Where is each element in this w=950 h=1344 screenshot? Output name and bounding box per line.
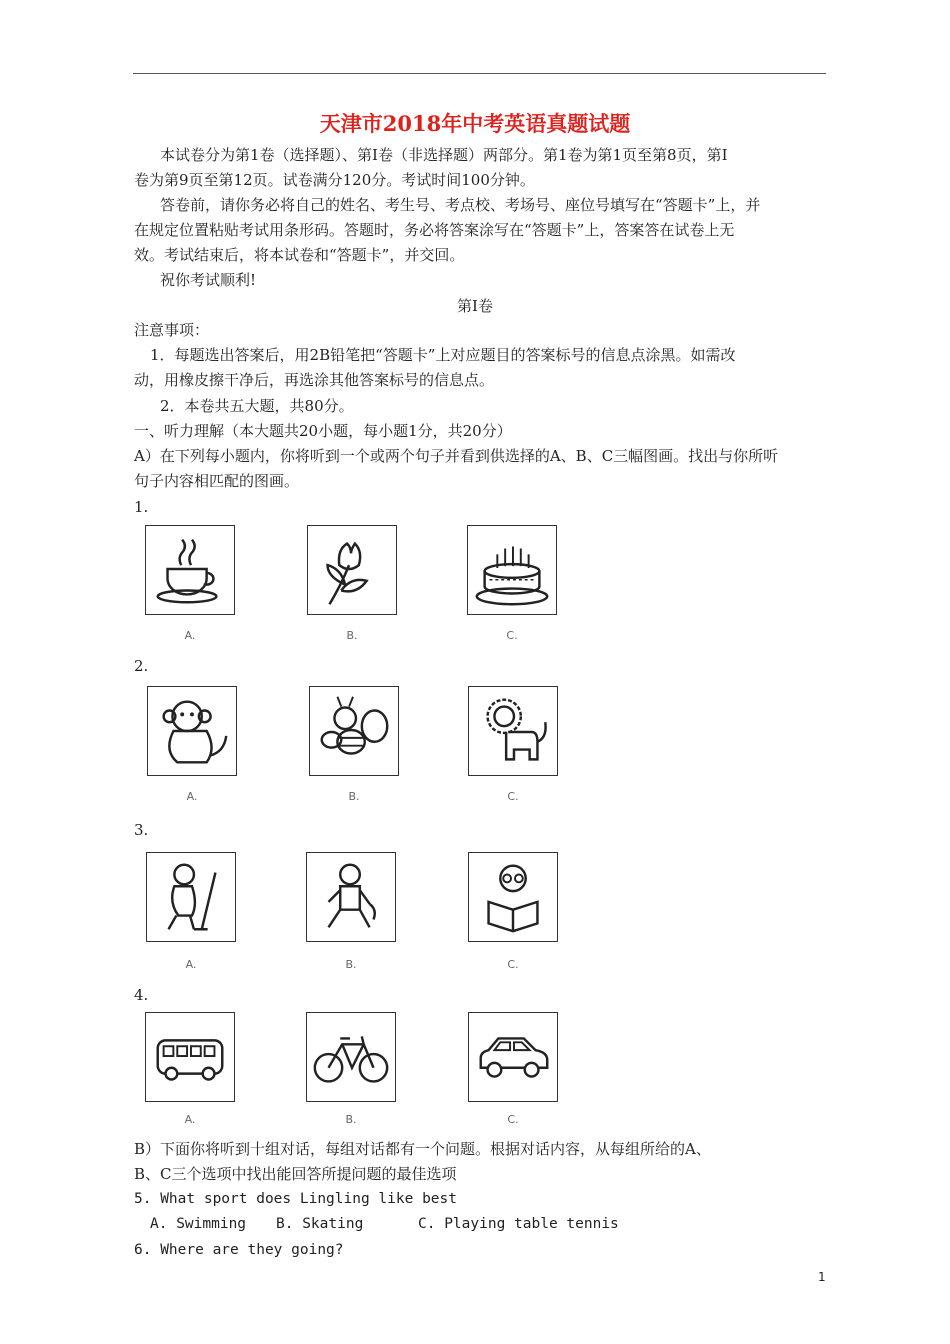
- bicycle-icon[interactable]: [306, 1012, 396, 1102]
- option-label: A.: [186, 790, 198, 803]
- question-5: 5. What sport does Lingling like best: [134, 1191, 458, 1207]
- option-b: B. Skating: [276, 1216, 364, 1232]
- option-label: B.: [345, 958, 357, 971]
- bee-icon[interactable]: [309, 686, 399, 776]
- question-number: 4.: [134, 986, 149, 1004]
- option-c: C. Playing table tennis: [418, 1216, 619, 1232]
- flower-icon[interactable]: [307, 525, 397, 615]
- page-title: 天津市2018年中考英语真题试题: [319, 111, 631, 136]
- volume-title: 第I卷: [457, 297, 493, 315]
- page-number: 1: [818, 1270, 826, 1284]
- intro-line: 祝你考试顺利!: [160, 271, 257, 289]
- option-label: B.: [346, 629, 358, 642]
- note-item: 动，用橡皮擦干净后，再选涂其他答案标号的信息点。: [134, 371, 495, 389]
- birthday-cake-icon[interactable]: [467, 525, 557, 615]
- car-icon[interactable]: [468, 1012, 558, 1102]
- question-number: 2.: [134, 657, 149, 675]
- boy-sweeping-icon[interactable]: [146, 852, 236, 942]
- bus-icon[interactable]: [145, 1012, 235, 1102]
- note-item: 1．每题选出答案后，用2B铅笔把“答题卡”上对应题目的答案标号的信息点涂黑。如需改: [150, 346, 736, 364]
- part-b-instruction: B、C三个选项中找出能回答所提问题的最佳选项: [134, 1165, 457, 1183]
- part-a-instruction: 句子内容相匹配的图画。: [134, 472, 300, 490]
- question-6: 6. Where are they going?: [134, 1242, 344, 1258]
- part-b-instruction: B）下面你将听到十组对话，每组对话都有一个问题。根据对话内容，从每组所给的A、: [134, 1140, 711, 1158]
- lion-icon[interactable]: [468, 686, 558, 776]
- option-label: C.: [506, 629, 518, 642]
- option-a: A. Swimming: [150, 1216, 247, 1232]
- coffee-cup-icon[interactable]: [145, 525, 235, 615]
- option-label: C.: [507, 790, 519, 803]
- option-label: A.: [185, 958, 197, 971]
- option-label: C.: [507, 958, 519, 971]
- option-label: A.: [184, 629, 196, 642]
- boy-reading-icon[interactable]: [468, 852, 558, 942]
- option-label: B.: [348, 790, 360, 803]
- intro-line: 卷为第9页至第12页。试卷满分120分。考试时间100分钟。: [134, 171, 535, 189]
- boy-singing-icon[interactable]: [306, 852, 396, 942]
- notes-heading: 注意事项：: [134, 321, 210, 339]
- note-item: 2．本卷共五大题，共80分。: [160, 397, 354, 415]
- header-rule: [133, 73, 826, 74]
- intro-line: 答卷前，请你务必将自己的姓名、考生号、考点校、考场号、座位号填写在“答题卡”上，并: [160, 196, 761, 214]
- monkey-icon[interactable]: [147, 686, 237, 776]
- intro-line: 在规定位置粘贴考试用条形码。答题时，务必将答案涂写在“答题卡”上，答案答在试卷上无: [134, 221, 735, 239]
- option-label: C.: [507, 1113, 519, 1126]
- section-heading: 一、听力理解（本大题共20小题，每小题1分，共20分）: [134, 422, 512, 440]
- intro-line: 效。考试结束后，将本试卷和“答题卡”，并交回。: [134, 246, 465, 264]
- option-label: A.: [184, 1113, 196, 1126]
- part-a-instruction: A）在下列每小题内，你将听到一个或两个句子并看到供选择的A、B、C三幅图画。找出与你所听: [134, 447, 779, 465]
- option-label: B.: [345, 1113, 357, 1126]
- question-number: 1.: [134, 498, 149, 516]
- intro-line: 本试卷分为第1卷（选择题）、第I卷（非选择题）两部分。第1卷为第1页至第8页，第I: [160, 146, 728, 164]
- question-number: 3.: [134, 821, 149, 839]
